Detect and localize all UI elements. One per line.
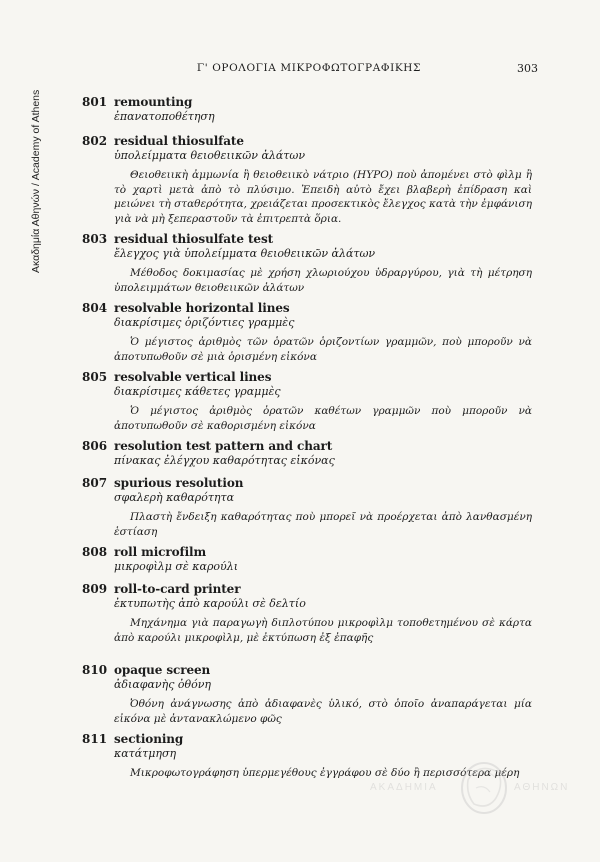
entry-term: opaque screen [114, 663, 211, 677]
entry-number: 806 [82, 439, 108, 453]
glossary-entry-805 [82, 370, 532, 433]
entry-term: roll-to-card printer [114, 582, 241, 596]
entry-translation: κατάτμηση [114, 747, 177, 760]
entry-translation: ἔλεγχος γιὰ ὑπολείμματα θειοθειικῶν ἁλάτων [114, 247, 376, 260]
entry-definition: Μέθοδος δοκιμασίας μὲ χρήση χλωριούχου ὑδραργύρου, γιὰ τὴ μέτρηση ὑπολειμμάτων θειοθειικῶν ἁλάτων [114, 267, 532, 294]
glossary-entry-804 [82, 301, 532, 364]
entry-definition: Ὀθόνη ἀνάγνωσης ἀπὸ ἀδιαφανὲς ὑλικό, στὸ ὁποῖο ἀναπαράγεται μία εἰκόνα μὲ ἀντανακλώμενο φῶς [114, 698, 532, 725]
entry-translation: διακρίσιμες ὁριζόντιες γραμμὲς [114, 316, 295, 329]
entry-term: resolvable horizontal lines [114, 301, 290, 315]
entry-translation: σφαλερὴ καθαρότητα [114, 491, 235, 504]
entry-translation: ὑπολείμματα θειοθειικῶν ἁλάτων [114, 149, 306, 162]
entry-number: 810 [82, 663, 108, 677]
glossary-entry-807 [82, 476, 532, 539]
watermark-text-left: ΑΚΑΔΗΜΙΑ [370, 782, 438, 793]
entry-translation: πίνακας ἐλέγχου καθαρότητας εἰκόνας [114, 454, 335, 467]
entry-definition: Ὁ μέγιστος ἀριθμὸς τῶν ὁρατῶν ὁριζοντίων γραμμῶν, ποὺ μποροῦν νὰ ἀποτυπωθοῦν σὲ μιὰ ὁρισμένη εἰκόνα [114, 336, 532, 363]
glossary-entry-801 [82, 95, 532, 124]
entry-number: 801 [82, 95, 108, 109]
entry-definition: Μηχάνημα γιὰ παραγωγὴ διπλοτύπου μικροφὶλμ τοποθετημένου σὲ κάρτα ἀπὸ καρούλι μικροφὶλμ, μὲ ἐκτύπωση ἐξ ἐπαφῆς [114, 617, 532, 644]
entry-number: 804 [82, 301, 108, 315]
entry-definition: Πλαστὴ ἔνδειξη καθαρότητας ποὺ μπορεῖ νὰ προέρχεται ἀπὸ λανθασμένη ἑστίαση [114, 511, 532, 538]
entry-term: remounting [114, 95, 193, 109]
entry-definition: Θειοθειικὴ ἀμμωνία ἢ θειοθειικὸ νάτριο (ΗΥΡΟ) ποὺ ἀπομένει στὸ φὶλμ ἢ τὸ χαρτὶ μετὰ ἀπὸ τὸ πλύσιμο. Ἐπειδὴ αὐτὸ ἔχει βλαβερὴ ἐπίδραση καὶ μειώνει τὴ σταθερότητα, χρειάζεται προσεκτικὸς ἔλεγχος κατὰ τὴν ἐμφάνιση γιὰ νὰ μὴ ξεπεραστοῦν τὰ ἐπιτρεπτὰ ὅρια. [114, 169, 532, 225]
side-credit-text: Ακαδημία Αθηνών / Academy of Athens [30, 89, 42, 273]
athena-head-icon [454, 758, 510, 816]
glossary-entry-802 [82, 134, 532, 226]
entry-term: residual thiosulfate test [114, 232, 274, 246]
running-title: Γ' ΟΡΟΛΟΓΙΑ ΜΙΚΡΟΦΩΤΟΓΡΑΦΙΚΗΣ [196, 62, 422, 74]
entry-number: 808 [82, 545, 108, 559]
glossary-entry-808 [82, 545, 532, 574]
glossary-entry-809 [82, 582, 532, 645]
glossary-entry-810 [82, 663, 532, 726]
entry-number: 809 [82, 582, 108, 596]
entry-definition: Μικροφωτογράφηση ὑπερμεγέθους ἐγγράφου σὲ δύο ἢ περισσότερα μέρη [130, 767, 520, 779]
entry-term: sectioning [114, 732, 184, 746]
entry-number: 802 [82, 134, 108, 148]
entry-translation: ἀδιαφανὴς ὀθόνη [114, 678, 212, 691]
entry-term: roll microfilm [114, 545, 207, 559]
entry-term: resolvable vertical lines [114, 370, 272, 384]
glossary-entry-806 [82, 439, 532, 468]
entry-term: residual thiosulfate [114, 134, 244, 148]
entry-translation: διακρίσιμες κάθετες γραμμὲς [114, 385, 281, 398]
entry-number: 803 [82, 232, 108, 246]
entry-number: 805 [82, 370, 108, 384]
entry-translation: μικροφὶλμ σὲ καρούλι [114, 560, 239, 573]
side-credit [20, 48, 40, 273]
glossary-entry-803 [82, 232, 532, 295]
entry-translation: ἐκτυπωτὴς ἀπὸ καρούλι σὲ δελτίο [114, 597, 306, 610]
entry-translation: ἐπανατοποθέτηση [114, 110, 215, 123]
watermark-text-right: ΑΘΗΝΩΝ [514, 782, 570, 793]
page-number: 303 [517, 62, 538, 75]
glossary-entries [82, 95, 532, 782]
entry-number: 807 [82, 476, 108, 490]
academy-watermark [370, 758, 585, 818]
entry-number: 811 [82, 732, 108, 746]
entry-term: spurious resolution [114, 476, 244, 490]
entry-definition: Ὁ μέγιστος ἀριθμὸς ὁρατῶν καθέτων γραμμῶν ποὺ μποροῦν νὰ ἀποτυπωθοῦν σὲ καθορισμένη εἰκόνα [114, 405, 532, 432]
entry-term: resolution test pattern and chart [114, 439, 333, 453]
page-header [80, 62, 538, 78]
